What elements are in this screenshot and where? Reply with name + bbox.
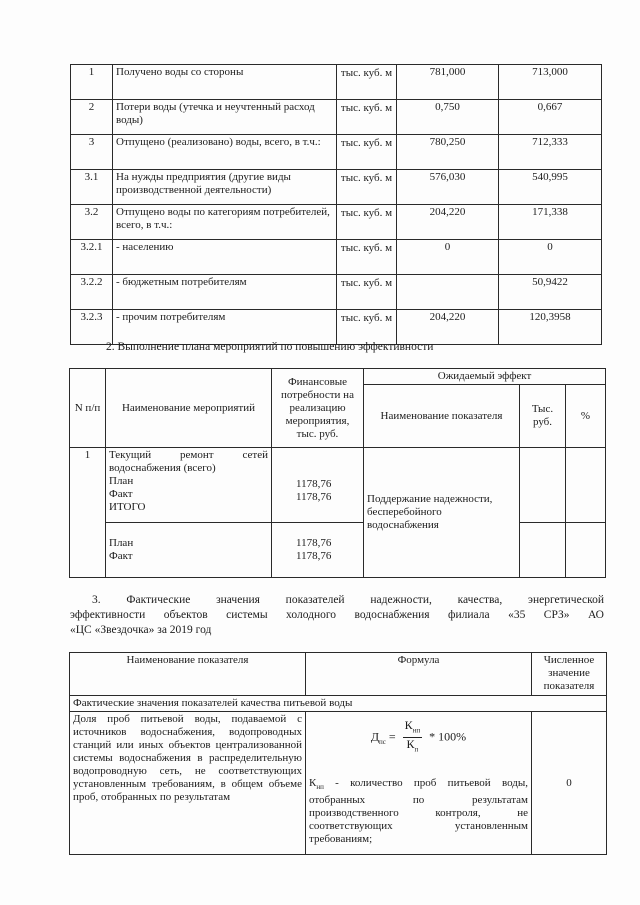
row-name: - бюджетным потребителям — [113, 275, 337, 310]
header-measure-name: Наименование мероприятий — [106, 369, 272, 448]
section3-title-line3: «ЦС «Звездочка» за 2019 год — [70, 624, 212, 636]
water-balance-row — [71, 65, 602, 100]
row-name: Потери воды (утечка и неучтенный расход воды) — [113, 100, 337, 135]
water-balance-row — [71, 310, 602, 345]
water-balance-row — [71, 205, 602, 240]
row-value-2: 120,3958 — [499, 310, 602, 345]
row-number: 3.2 — [71, 205, 113, 240]
finance-cell — [272, 448, 364, 523]
row-number: 3.2.1 — [71, 240, 113, 275]
section3-title — [70, 593, 604, 638]
formula-fraction: $\frac{К_{нп}}{К_п}$ — [404, 718, 421, 754]
row-value-1: 780,250 — [397, 135, 499, 170]
row-number: 1 — [71, 65, 113, 100]
row-value-1 — [397, 275, 499, 310]
plan2-value: 1178,76 — [296, 537, 332, 549]
row-unit: тыс. куб. м — [337, 65, 397, 100]
row-name: На нужды предприятия (другие виды производственной деятельности) — [113, 170, 337, 205]
row-number: 3.2.3 — [71, 310, 113, 345]
indicator-cell: Поддержание надежности, бесперебойного водоснабжения — [364, 448, 520, 578]
row-unit: тыс. куб. м — [337, 275, 397, 310]
fact2-value: 1178,76 — [296, 550, 332, 562]
percent-cell-2 — [566, 523, 606, 578]
row-value-2: 712,333 — [499, 135, 602, 170]
indicator-description: Доля проб питьевой воды, подаваемой с источников водоснабжения, водопроводных станций или иных объектов централизованной системы водоснабжения в распределительную водопроводную сеть, не соответствующих установленным требованиям, в общем объеме проб, отобранных по результатам — [70, 712, 306, 855]
row-name: Отпущено (реализовано) воды, всего, в т.ч.: — [113, 135, 337, 170]
plan2-label: План — [109, 537, 134, 549]
formula-lhs-sub: пс — [379, 738, 386, 747]
header-percent: % — [566, 385, 606, 448]
row-unit: тыс. куб. м — [337, 100, 397, 135]
row-unit: тыс. куб. м — [337, 135, 397, 170]
measure-name: Текущий ремонт сетей водоснабжения (всего) — [109, 449, 268, 474]
row-value-1: 0,750 — [397, 100, 499, 135]
section3-title-line2: эффективности объектов системы холодного водоснабжения филиала «35 СРЗ» АО — [70, 609, 604, 621]
header-effect: Ожидаемый эффект — [364, 369, 606, 385]
row-value-1: 204,220 — [397, 310, 499, 345]
row-value-1: 0 — [397, 240, 499, 275]
row-name: - населению — [113, 240, 337, 275]
header-formula: Формула — [306, 653, 532, 696]
water-balance-row — [71, 100, 602, 135]
header-indicator: Наименование показателя — [364, 385, 520, 448]
header-finance: Финансовые потребности на реализацию мероприятия, тыс. руб. — [272, 369, 364, 448]
header-indicator-name: Наименование показателя — [70, 653, 306, 696]
formula-tail: * 100% — [429, 729, 467, 744]
plan-label: План — [109, 475, 134, 487]
water-balance-table — [70, 64, 602, 345]
row-name: Отпущено воды по категориям потребителей, всего, в т.ч.: — [113, 205, 337, 240]
formula-cell — [306, 712, 532, 855]
group-row: Фактические значения показателей качества питьевой воды — [70, 696, 607, 712]
row-value-1: 781,000 — [397, 65, 499, 100]
formula-explanation: $К_{нп}$ - количество проб питьевой воды, отобранных по результатам производственного контроля, не соответствующих установленным требованиям; — [309, 776, 528, 845]
header-n: N п/п — [70, 369, 106, 448]
finance-cell-2 — [272, 523, 364, 578]
header-value: Численное значение показателя — [532, 653, 607, 696]
row-unit: тыс. куб. м — [337, 205, 397, 240]
row-number: 3 — [71, 135, 113, 170]
fact-label: Факт — [109, 488, 133, 500]
row-number: 3.1 — [71, 170, 113, 205]
row-name: - прочим потребителям — [113, 310, 337, 345]
water-balance-row — [71, 170, 602, 205]
row-value-2: 713,000 — [499, 65, 602, 100]
row-number: 2 — [71, 100, 113, 135]
row-value-2: 0,667 — [499, 100, 602, 135]
row-unit: тыс. куб. м — [337, 310, 397, 345]
water-balance-row — [71, 240, 602, 275]
row-unit: тыс. куб. м — [337, 170, 397, 205]
row-value-2: 171,338 — [499, 205, 602, 240]
fact2-label: Факт — [109, 550, 133, 562]
measure-name-cell-2 — [106, 523, 272, 578]
formula-lhs: Д — [370, 729, 380, 744]
measure-row-n: 1 — [70, 448, 106, 578]
formula: $Д_{пс}$ = $\frac{К_{нп}}{К_п}$ * 100% — [309, 719, 528, 757]
indicators-table — [69, 652, 607, 855]
row-number: 3.2.2 — [71, 275, 113, 310]
row-value-1: 576,030 — [397, 170, 499, 205]
header-rub: Тыс. руб. — [520, 385, 566, 448]
section2-title: 2. Выполнение плана мероприятий по повышению эффективности — [106, 341, 434, 353]
measures-table — [69, 368, 606, 578]
row-value-2: 540,995 — [499, 170, 602, 205]
water-balance-row — [71, 275, 602, 310]
plan-value: 1178,76 — [296, 478, 332, 490]
indicator-value: 0 — [532, 712, 607, 855]
rub-cell-2 — [520, 523, 566, 578]
row-value-1: 204,220 — [397, 205, 499, 240]
percent-cell — [566, 448, 606, 523]
row-name: Получено воды со стороны — [113, 65, 337, 100]
water-balance-row — [71, 135, 602, 170]
row-value-2: 0 — [499, 240, 602, 275]
section3-title-line1: 3. Фактические значения показателей надежности, качества, энергетической — [92, 594, 604, 606]
fact-value: 1178,76 — [296, 491, 332, 503]
row-unit: тыс. куб. м — [337, 240, 397, 275]
total-label: ИТОГО — [109, 501, 146, 513]
measure-name-cell — [106, 448, 272, 523]
row-value-2: 50,9422 — [499, 275, 602, 310]
rub-cell — [520, 448, 566, 523]
